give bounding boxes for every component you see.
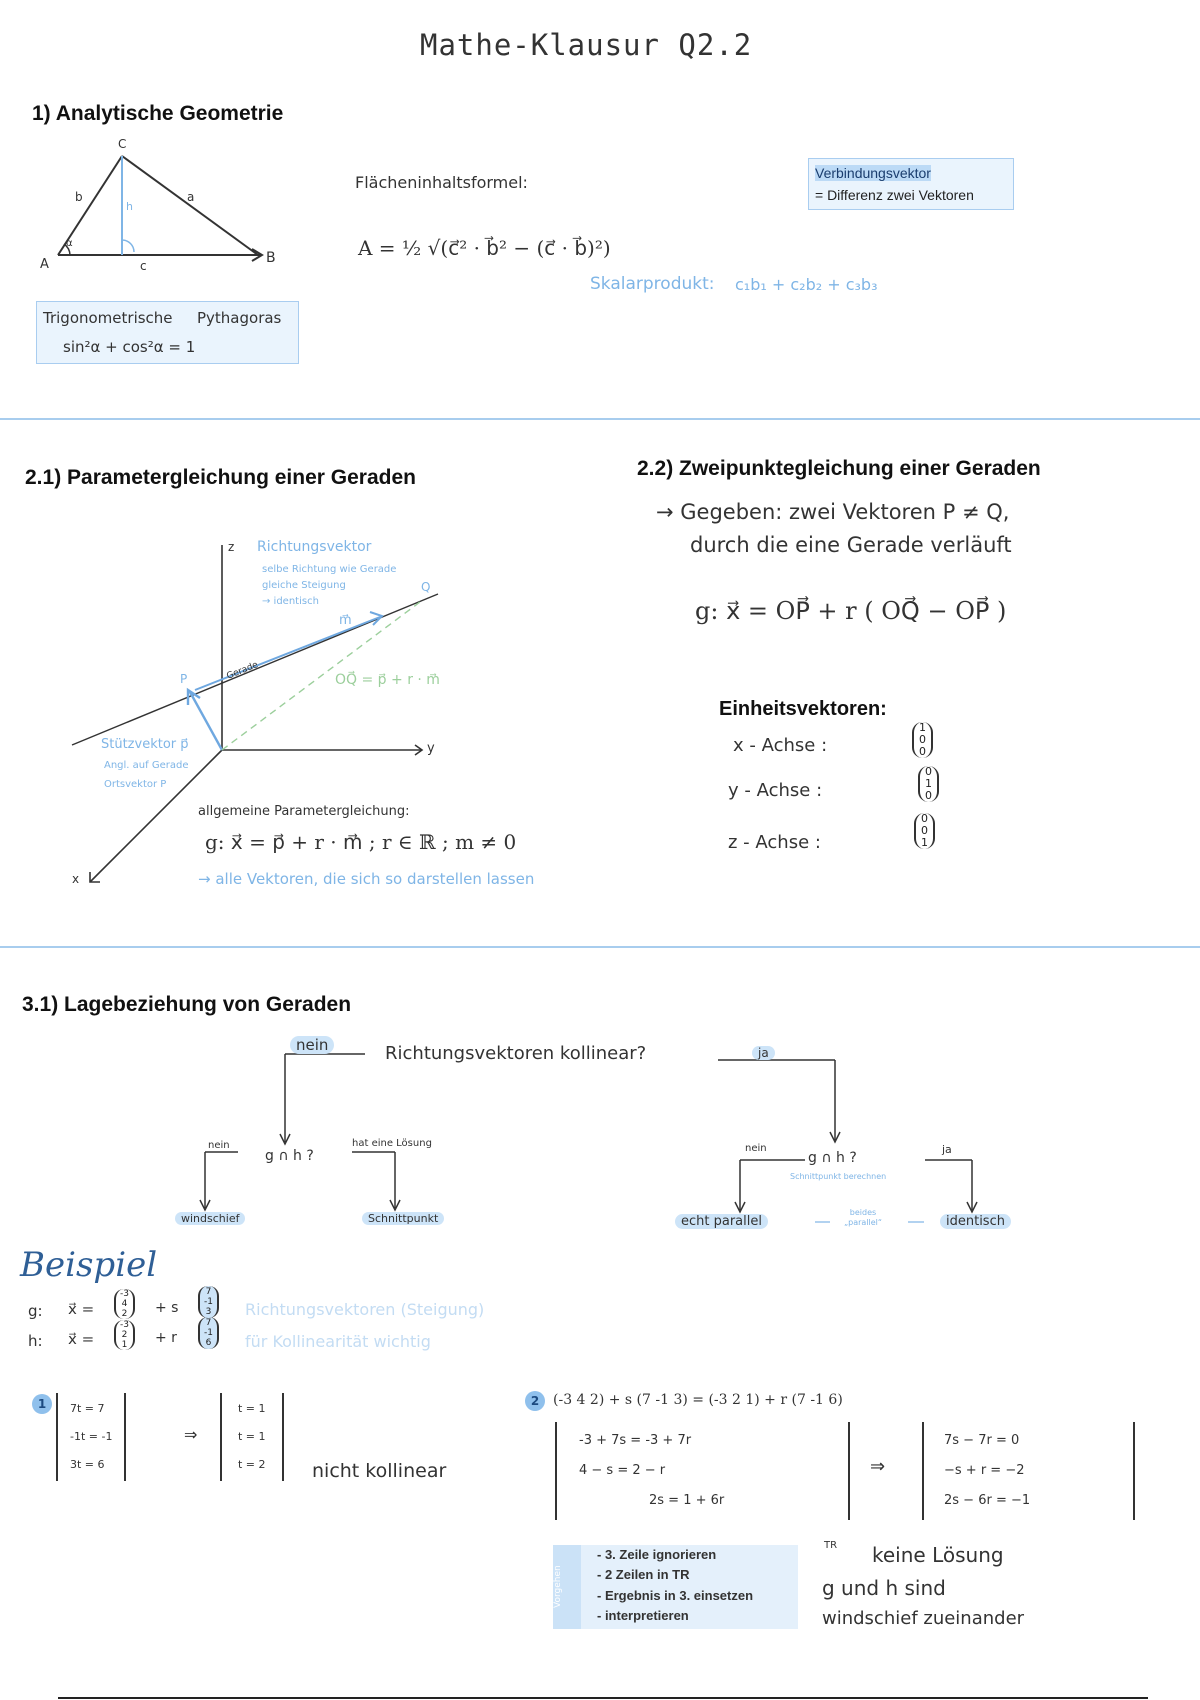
step-2-arrow: ⇒ (870, 1456, 886, 1477)
point-q-label: Q (421, 580, 431, 594)
step-2-m1-row-2: 4 − s = 2 − r (579, 1463, 666, 1478)
vorgehen-item-1: - 3. Zeile ignorieren (597, 1547, 717, 1562)
triangle-label-a-vertex: A (40, 257, 49, 272)
root-question: Richtungsvektoren kollinear? (385, 1043, 647, 1064)
echt-parallel-badge: echt parallel (675, 1214, 768, 1229)
g-name: g: (28, 1302, 43, 1320)
section-21-heading: 2.1) Parametergleichung einer Geraden (25, 466, 416, 489)
step-2-m2-row-2: −s + r = −2 (944, 1463, 1025, 1478)
triangle-label-h: h (126, 200, 133, 213)
einheit-y-comp-1: 0 (925, 765, 932, 778)
gerade-label: Gerade (225, 660, 260, 682)
axis-label-y: y (427, 741, 435, 756)
left-question: g ∩ h ? (265, 1148, 314, 1164)
triangle-label-alpha: α (66, 238, 73, 249)
step-1-result: nicht kollinear (312, 1460, 447, 1482)
conclusion-line-3: windschief zueinander (822, 1608, 1025, 1629)
area-label: Flächeninhaltsformel: (355, 173, 528, 192)
stuetzvektor-title: Stützvektor p⃗ (101, 737, 189, 752)
right-question: g ∩ h ? (808, 1150, 857, 1166)
identisch-badge: identisch (940, 1214, 1011, 1229)
step-1-m2-row-1: t = 1 (238, 1402, 266, 1415)
skalar-label: Skalarprodukt: (590, 274, 715, 294)
step-2-m1-row-1: -3 + 7s = -3 + 7r (579, 1433, 692, 1448)
einheit-x-comp-2: 0 (919, 733, 926, 746)
h-vector-b (198, 1317, 219, 1349)
g-b-2: -1 (204, 1297, 213, 1307)
zweipunkt-line-2: durch die eine Gerade verläuft (690, 533, 1012, 557)
beides-label: beides „parallel“ (843, 1208, 883, 1227)
vorgehen-side-label: Vorgehen (553, 1545, 581, 1629)
vorgehen-item-4: - interpretieren (597, 1608, 689, 1623)
verbindungsvektor-box (808, 158, 1014, 210)
vector-m-label: m⃗ (339, 613, 352, 628)
vorgehen-box (553, 1545, 798, 1629)
einheit-z-comp-1: 0 (921, 812, 928, 825)
triangle-label-b-side: b (75, 190, 83, 204)
hint-line-2: für Kollinearität wichtig (245, 1332, 431, 1351)
h-name: h: (28, 1332, 43, 1350)
step-2-m2-row-3: 2s − 6r = −1 (944, 1493, 1031, 1508)
step-1-m2-row-3: t = 2 (238, 1458, 266, 1471)
einheit-x-comp-1: 1 (919, 721, 926, 734)
right-ja-label: ja (942, 1143, 952, 1156)
richtungsvektor-title: Richtungsvektor (257, 539, 372, 555)
oq-formula: OQ⃗ = p⃗ + r · m⃗ (335, 672, 440, 688)
g-lhs: x⃗ = (68, 1300, 95, 1318)
step-2-matrix-1 (555, 1422, 850, 1520)
h-b-3: 6 (205, 1338, 212, 1348)
einheit-z-label: z - Achse : (728, 832, 821, 853)
stuetzvektor-line-1: Angl. auf Gerade (104, 760, 189, 771)
conclusion-tr: TR (824, 1540, 838, 1551)
root-ja-badge: ja (752, 1046, 775, 1060)
g-a-1: -3 (120, 1289, 129, 1299)
g-b-1: 7 (205, 1287, 212, 1297)
section-1-heading: 1) Analytische Geometrie (32, 102, 284, 125)
triangle-label-b-vertex: B (266, 250, 276, 266)
axis-label-z: z (228, 540, 235, 554)
h-a-2: 2 (121, 1330, 128, 1340)
g-param: + s (155, 1300, 179, 1316)
allgemeine-label: allgemeine Parametergleichung: (198, 804, 410, 819)
step-1-matrix-1 (56, 1393, 126, 1481)
g-vector-a (114, 1289, 135, 1319)
h-a-3: 1 (121, 1340, 128, 1350)
pythagoras-label-2: Pythagoras (197, 309, 282, 327)
stuetzvektor-line-2: Ortsvektor P (104, 779, 167, 790)
separator-1 (0, 418, 1200, 420)
area-formula: A = ½ √(c⃗² · b⃗² − (c⃗ · b⃗)²) (358, 236, 611, 260)
verbindungsvektor-line-1: Verbindungsvektor (815, 165, 931, 181)
zweipunkt-line-1: → Gegeben: zwei Vektoren P ≠ Q, (656, 500, 1010, 524)
right-sub-label: Schnittpunkt berechnen (790, 1172, 887, 1181)
left-loesung-label: hat eine Lösung (352, 1138, 432, 1149)
step-1-arrow: ⇒ (184, 1425, 198, 1444)
richtungsvektor-line-2: gleiche Steigung (262, 580, 346, 591)
h-vector-a (114, 1320, 135, 1350)
step-1-matrix-2 (220, 1393, 284, 1481)
einheit-z-comp-2: 0 (921, 824, 928, 837)
hint-line-1: Richtungsvektoren (Steigung) (245, 1300, 485, 1319)
right-nein-label: nein (745, 1143, 767, 1154)
vorgehen-item-2: - 2 Zeilen in TR (597, 1567, 690, 1582)
step-1-m2-row-2: t = 1 (238, 1430, 266, 1443)
g-a-2: 4 (121, 1299, 128, 1309)
pythagoras-box (36, 301, 299, 364)
einheitsvektoren-heading: Einheitsvektoren: (719, 698, 887, 720)
richtungsvektor-line-3: → identisch (262, 596, 319, 607)
h-b-1: 7 (205, 1318, 212, 1328)
step-2-m1-row-3: 2s = 1 + 6r (649, 1493, 725, 1508)
step-2-number: 2 (525, 1391, 545, 1411)
bottom-rule (58, 1697, 1148, 1699)
einheit-x-comp-3: 0 (919, 745, 926, 758)
skalar-formula: c₁b₁ + c₂b₂ + c₃b₃ (735, 275, 878, 294)
h-param: + r (155, 1330, 177, 1346)
h-b-2: -1 (204, 1328, 213, 1338)
einheit-x-label: x - Achse : (733, 735, 828, 756)
vorgehen-item-3: - Ergebnis in 3. einsetzen (597, 1588, 754, 1603)
einheit-y-vector (918, 766, 939, 802)
axis-label-x: x (72, 872, 80, 886)
einheit-z-comp-3: 1 (921, 836, 928, 849)
separator-2 (0, 946, 1200, 948)
h-a-1: -3 (120, 1320, 129, 1330)
g-vector-b (198, 1286, 219, 1318)
section-31-heading: 3.1) Lagebeziehung von Geraden (22, 993, 352, 1016)
conclusion-line-1: keine Lösung (872, 1543, 1004, 1567)
step-2-m2-row-1: 7s − 7r = 0 (944, 1433, 1020, 1448)
left-nein-label: nein (208, 1140, 230, 1151)
zweipunkt-formula: g: x⃗ = OP⃗ + r ( OQ⃗ − OP⃗ ) (695, 597, 1007, 625)
richtungsvektor-line-1: selbe Richtung wie Gerade (262, 564, 397, 575)
step-2-matrix-2 (922, 1422, 1135, 1520)
triangle-figure (40, 140, 290, 280)
step-1-m1-row-2: -1t = -1 (70, 1430, 113, 1443)
triangle-label-a-side: a (187, 190, 195, 204)
parameter-formula: g: x⃗ = p⃗ + r · m⃗ ; r ∈ ℝ ; m ≠ 0 (205, 830, 517, 854)
step-2-top-equation: (-3 4 2) + s (7 -1 3) = (-3 2 1) + r (7 -1 6) (553, 1392, 843, 1408)
conclusion-line-2: g und h sind (822, 1576, 946, 1600)
triangle-label-c-vertex: C (118, 137, 127, 151)
triangle-label-c-side: c (140, 259, 147, 273)
step-1-number: 1 (32, 1394, 52, 1414)
step-1-m1-row-1: 7t = 7 (70, 1402, 105, 1415)
einheit-x-vector (912, 722, 933, 758)
schnittpunkt-badge: Schnittpunkt (362, 1212, 444, 1225)
section-22-heading: 2.2) Zweipunktegleichung einer Geraden (637, 457, 1041, 480)
verbindungsvektor-line-2: = Differenz zwei Vektoren (815, 187, 974, 203)
point-p-label: P (180, 672, 188, 686)
page-title: Mathe-Klausur Q2.2 (420, 28, 753, 62)
g-b-3: 3 (205, 1307, 212, 1317)
pythagoras-label-1: Trigonometrische (43, 309, 173, 327)
root-nein-badge: nein (290, 1036, 334, 1054)
step-1-m1-row-3: 3t = 6 (70, 1458, 105, 1471)
einheit-z-vector (914, 813, 935, 849)
beispiel-heading: Beispiel (20, 1245, 158, 1285)
h-lhs: x⃗ = (68, 1330, 95, 1348)
windschief-badge: windschief (175, 1212, 245, 1225)
pythagoras-formula: sin²α + cos²α = 1 (63, 338, 196, 356)
g-a-3: 2 (121, 1309, 128, 1319)
einheit-y-comp-3: 0 (925, 789, 932, 802)
einheit-y-comp-2: 1 (925, 777, 932, 790)
parameter-note: → alle Vektoren, die sich so darstellen lassen (198, 870, 535, 888)
einheit-y-label: y - Achse : (728, 780, 823, 801)
